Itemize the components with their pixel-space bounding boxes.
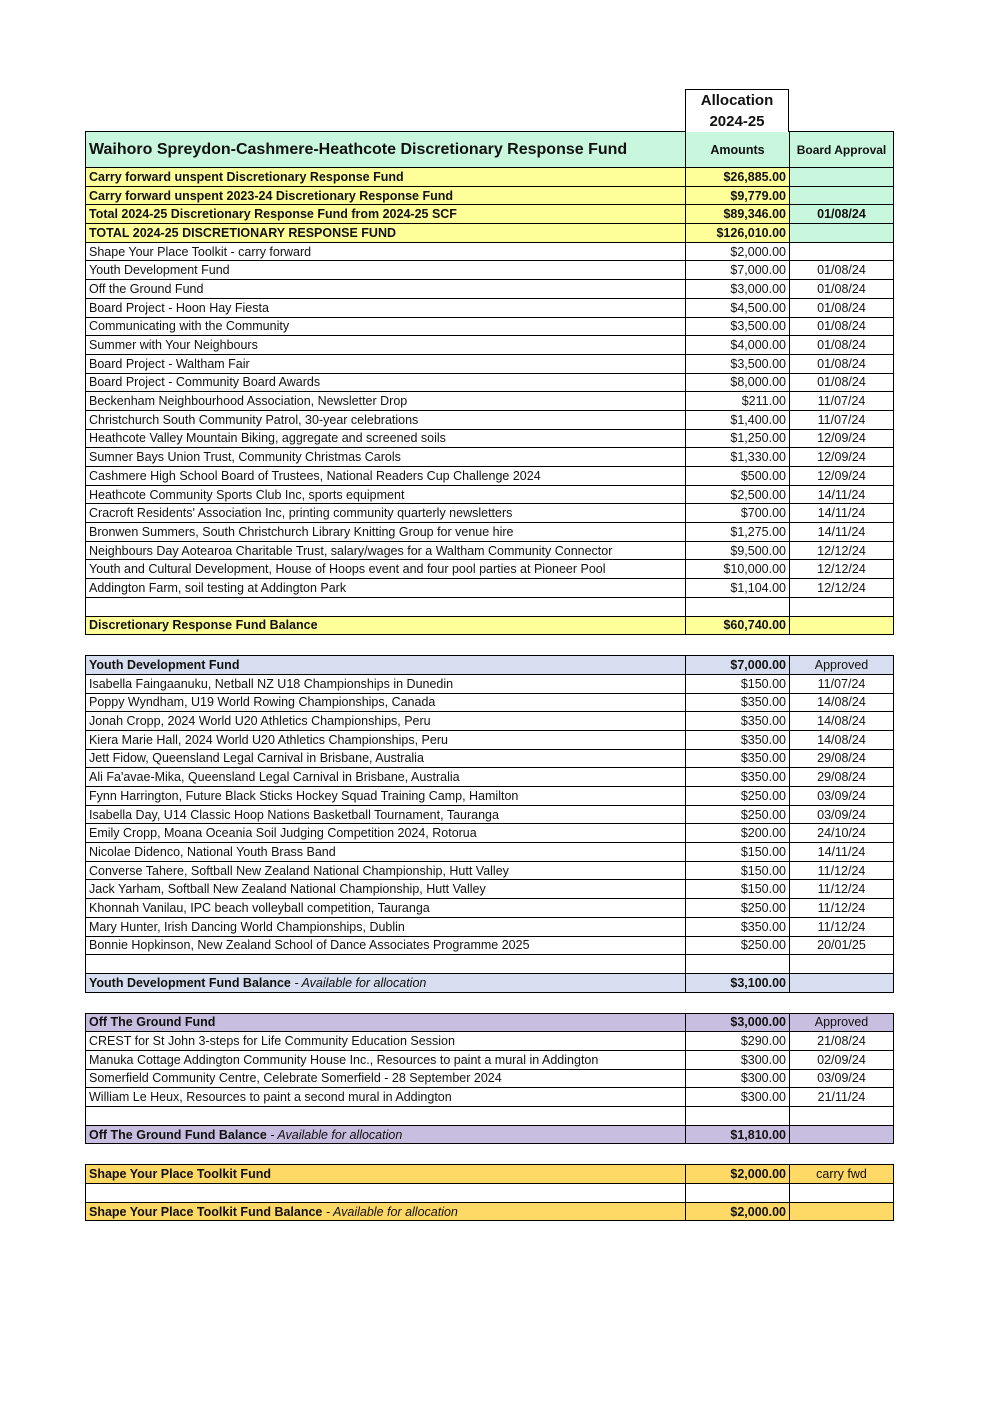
youth-header-amount: $7,000.00 xyxy=(686,656,790,675)
row-approval-date: 21/08/24 xyxy=(790,1032,894,1051)
row-amount: $1,250.00 xyxy=(686,429,790,448)
amounts-header: Amounts xyxy=(686,132,790,168)
youth-header-status: Approved xyxy=(790,656,894,675)
youth-balance-row xyxy=(86,973,894,992)
row-approval-date: 14/11/24 xyxy=(790,485,894,504)
allocation-row xyxy=(86,504,894,523)
row-amount: $300.00 xyxy=(686,1069,790,1088)
allocation-row xyxy=(86,336,894,355)
row-label: Heathcote Valley Mountain Biking, aggregate and screened soils xyxy=(86,429,686,448)
row-amount: $300.00 xyxy=(686,1050,790,1069)
allocation-row xyxy=(86,861,894,880)
row-label: Kiera Marie Hall, 2024 World U20 Athletics Championships, Peru xyxy=(86,730,686,749)
row-label: Beckenham Neighbourhood Association, Newsletter Drop xyxy=(86,392,686,411)
row-approval-date: 01/08/24 xyxy=(790,261,894,280)
otg-header-label: Off The Ground Fund xyxy=(86,1013,686,1032)
row-approval-date: 12/12/24 xyxy=(790,579,894,598)
row-approval-date: 12/09/24 xyxy=(790,429,894,448)
syp-header-row xyxy=(86,1165,894,1184)
row-approval-date: 14/08/24 xyxy=(790,730,894,749)
discretionary-fund-table xyxy=(85,131,894,635)
allocation-row xyxy=(86,712,894,731)
row-label: Somerfield Community Centre, Celebrate Somerfield - 28 September 2024 xyxy=(86,1069,686,1088)
row-approval-date: 11/07/24 xyxy=(790,410,894,429)
row-approval-date: 01/08/24 xyxy=(790,298,894,317)
row-label: Cracroft Residents' Association Inc, printing community quarterly newsletters xyxy=(86,504,686,523)
row-approval-date: 03/09/24 xyxy=(790,805,894,824)
board-approval-header: Board Approval xyxy=(790,132,894,168)
row-amount: $1,330.00 xyxy=(686,448,790,467)
row-amount: $2,500.00 xyxy=(686,485,790,504)
row-amount: $26,885.00 xyxy=(686,168,790,187)
allocation-row xyxy=(86,242,894,261)
blank-row xyxy=(86,1184,894,1203)
row-amount: $3,500.00 xyxy=(686,354,790,373)
otg-header-status: Approved xyxy=(790,1013,894,1032)
syp-header-status: carry fwd xyxy=(790,1165,894,1184)
row-amount: $150.00 xyxy=(686,843,790,862)
row-approval-date: 01/08/24 xyxy=(790,317,894,336)
row-amount: $250.00 xyxy=(686,787,790,806)
row-label: TOTAL 2024-25 DISCRETIONARY RESPONSE FUND xyxy=(86,224,686,243)
allocation-row xyxy=(86,787,894,806)
allocation-row xyxy=(86,280,894,299)
allocation-row xyxy=(86,843,894,862)
row-label: Isabella Faingaanuku, Netball NZ U18 Championships in Dunedin xyxy=(86,674,686,693)
row-approval-date: 11/12/24 xyxy=(790,880,894,899)
row-amount: $150.00 xyxy=(686,861,790,880)
row-approval-date: 11/07/24 xyxy=(790,392,894,411)
row-label: Emily Cropp, Moana Oceania Soil Judging Competition 2024, Rotorua xyxy=(86,824,686,843)
allocation-row xyxy=(86,373,894,392)
syp-balance-row xyxy=(86,1202,894,1221)
row-approval-date: 14/11/24 xyxy=(790,504,894,523)
row-approval-date: 29/08/24 xyxy=(790,768,894,787)
allocation-row xyxy=(86,448,894,467)
summary-row xyxy=(86,224,894,243)
fund-title: Waihoro Spreydon-Cashmere-Heathcote Discretionary Response Fund xyxy=(86,132,686,168)
row-label: Board Project - Hoon Hay Fiesta xyxy=(86,298,686,317)
row-amount: $89,346.00 xyxy=(686,205,790,224)
table-header-row xyxy=(86,132,894,168)
row-label: Christchurch South Community Patrol, 30-year celebrations xyxy=(86,410,686,429)
summary-row xyxy=(86,168,894,187)
row-approval-date: 14/11/24 xyxy=(790,843,894,862)
row-amount: $9,500.00 xyxy=(686,541,790,560)
row-label: Fynn Harrington, Future Black Sticks Hockey Squad Training Camp, Hamilton xyxy=(86,787,686,806)
row-amount: $350.00 xyxy=(686,712,790,731)
row-approval-date: 11/12/24 xyxy=(790,861,894,880)
allocation-row xyxy=(86,429,894,448)
allocation-row xyxy=(86,880,894,899)
row-amount: $500.00 xyxy=(686,467,790,486)
row-label: Jack Yarham, Softball New Zealand National Championship, Hutt Valley xyxy=(86,880,686,899)
otg-header-amount: $3,000.00 xyxy=(686,1013,790,1032)
syp-header-label: Shape Your Place Toolkit Fund xyxy=(86,1165,686,1184)
row-label: William Le Heux, Resources to paint a second mural in Addington xyxy=(86,1088,686,1107)
row-amount: $211.00 xyxy=(686,392,790,411)
youth-fund-table xyxy=(85,655,894,992)
row-label: Youth Development Fund xyxy=(86,261,686,280)
row-approval-date: 11/07/24 xyxy=(790,674,894,693)
row-label: Bonnie Hopkinson, New Zealand School of Dance Associates Programme 2025 xyxy=(86,936,686,955)
off-the-ground-table xyxy=(85,1013,894,1145)
row-amount: $3,500.00 xyxy=(686,317,790,336)
allocation-row xyxy=(86,917,894,936)
otg-balance-note: - Available for allocation xyxy=(266,1127,403,1142)
row-amount: $150.00 xyxy=(686,674,790,693)
blank-row xyxy=(86,1107,894,1126)
allocation-row xyxy=(86,824,894,843)
row-label: Bronwen Summers, South Christchurch Library Knitting Group for venue hire xyxy=(86,523,686,542)
row-label: Carry forward unspent Discretionary Response Fund xyxy=(86,168,686,187)
youth-header-row xyxy=(86,656,894,675)
row-label: Heathcote Community Sports Club Inc, sports equipment xyxy=(86,485,686,504)
row-amount: $1,400.00 xyxy=(686,410,790,429)
row-approval-date: 01/08/24 xyxy=(790,336,894,355)
allocation-row xyxy=(86,768,894,787)
balance-row xyxy=(86,616,894,635)
youth-balance-amount: $3,100.00 xyxy=(686,973,790,992)
syp-header-amount: $2,000.00 xyxy=(686,1165,790,1184)
allocation-row xyxy=(86,579,894,598)
funding-sheet xyxy=(85,89,893,1221)
row-label: Addington Farm, soil testing at Addington Park xyxy=(86,579,686,598)
row-label: Communicating with the Community xyxy=(86,317,686,336)
youth-balance-label: Youth Development Fund Balance xyxy=(89,975,291,990)
row-approval-date: 14/11/24 xyxy=(790,523,894,542)
row-label: Nicolae Didenco, National Youth Brass Band xyxy=(86,843,686,862)
row-approval-date xyxy=(790,224,894,243)
row-amount: $2,000.00 xyxy=(686,242,790,261)
allocation-row xyxy=(86,805,894,824)
row-amount: $150.00 xyxy=(686,880,790,899)
row-amount: $350.00 xyxy=(686,693,790,712)
row-amount: $1,104.00 xyxy=(686,579,790,598)
allocation-row xyxy=(86,410,894,429)
allocation-row xyxy=(86,1069,894,1088)
row-label: Jett Fidow, Queensland Legal Carnival in Brisbane, Australia xyxy=(86,749,686,768)
row-label: Sumner Bays Union Trust, Community Christmas Carols xyxy=(86,448,686,467)
row-approval-date: 29/08/24 xyxy=(790,749,894,768)
allocation-row xyxy=(86,354,894,373)
row-approval-date: 20/01/25 xyxy=(790,936,894,955)
row-approval-date: 12/09/24 xyxy=(790,448,894,467)
row-label: Shape Your Place Toolkit - carry forward xyxy=(86,242,686,261)
balance-amount: $60,740.00 xyxy=(686,616,790,635)
row-approval-date: 01/08/24 xyxy=(790,354,894,373)
balance-label: Discretionary Response Fund Balance xyxy=(86,616,686,635)
row-amount: $9,779.00 xyxy=(686,186,790,205)
row-amount: $250.00 xyxy=(686,936,790,955)
syp-balance-label: Shape Your Place Toolkit Fund Balance xyxy=(89,1204,323,1219)
allocation-row xyxy=(86,674,894,693)
allocation-row xyxy=(86,749,894,768)
blank-row xyxy=(86,597,894,616)
row-approval-date: 14/08/24 xyxy=(790,693,894,712)
row-amount: $350.00 xyxy=(686,768,790,787)
row-amount: $10,000.00 xyxy=(686,560,790,579)
otg-header-row xyxy=(86,1013,894,1032)
youth-balance-note: - Available for allocation xyxy=(290,975,427,990)
allocation-row xyxy=(86,693,894,712)
allocation-row xyxy=(86,485,894,504)
row-amount: $290.00 xyxy=(686,1032,790,1051)
row-approval-date xyxy=(790,242,894,261)
row-amount: $8,000.00 xyxy=(686,373,790,392)
row-label: Carry forward unspent 2023-24 Discretionary Response Fund xyxy=(86,186,686,205)
allocation-row xyxy=(86,1088,894,1107)
row-approval-date: 01/08/24 xyxy=(790,280,894,299)
row-amount: $700.00 xyxy=(686,504,790,523)
allocation-row xyxy=(86,541,894,560)
shape-your-place-table xyxy=(85,1164,894,1221)
row-label: Converse Tahere, Softball New Zealand National Championship, Hutt Valley xyxy=(86,861,686,880)
row-amount: $350.00 xyxy=(686,730,790,749)
row-approval-date xyxy=(790,168,894,187)
row-label: Isabella Day, U14 Classic Hoop Nations Basketball Tournament, Tauranga xyxy=(86,805,686,824)
row-approval-date: 12/12/24 xyxy=(790,541,894,560)
row-approval-date: 11/12/24 xyxy=(790,899,894,918)
row-label: Total 2024-25 Discretionary Response Fund from 2024-25 SCF xyxy=(86,205,686,224)
row-label: Off the Ground Fund xyxy=(86,280,686,299)
allocation-row xyxy=(86,261,894,280)
allocation-year: 2024-25 xyxy=(709,113,765,130)
allocation-row xyxy=(86,1050,894,1069)
row-label: Mary Hunter, Irish Dancing World Championships, Dublin xyxy=(86,917,686,936)
row-amount: $4,500.00 xyxy=(686,298,790,317)
row-approval-date: 03/09/24 xyxy=(790,787,894,806)
row-approval-date xyxy=(790,186,894,205)
allocation-row xyxy=(86,467,894,486)
row-approval-date: 12/12/24 xyxy=(790,560,894,579)
row-approval-date: 12/09/24 xyxy=(790,467,894,486)
youth-header-label: Youth Development Fund xyxy=(86,656,686,675)
row-approval-date: 01/08/24 xyxy=(790,205,894,224)
summary-row xyxy=(86,205,894,224)
allocation-row xyxy=(86,730,894,749)
row-approval-date: 14/08/24 xyxy=(790,712,894,731)
allocation-header xyxy=(685,89,789,132)
allocation-row xyxy=(86,936,894,955)
row-label: Board Project - Community Board Awards xyxy=(86,373,686,392)
allocation-row xyxy=(86,317,894,336)
row-label: Board Project - Waltham Fair xyxy=(86,354,686,373)
row-amount: $300.00 xyxy=(686,1088,790,1107)
row-approval-date: 03/09/24 xyxy=(790,1069,894,1088)
syp-balance-amount: $2,000.00 xyxy=(686,1202,790,1221)
row-label: Jonah Cropp, 2024 World U20 Athletics Championships, Peru xyxy=(86,712,686,731)
row-amount: $7,000.00 xyxy=(686,261,790,280)
row-amount: $1,275.00 xyxy=(686,523,790,542)
row-amount: $350.00 xyxy=(686,749,790,768)
otg-balance-label: Off The Ground Fund Balance xyxy=(89,1127,267,1142)
row-approval-date: 02/09/24 xyxy=(790,1050,894,1069)
allocation-row xyxy=(86,298,894,317)
row-label: Manuka Cottage Addington Community House Inc., Resources to paint a mural in Addington xyxy=(86,1050,686,1069)
row-label: Khonnah Vanilau, IPC beach volleyball competition, Tauranga xyxy=(86,899,686,918)
row-label: Ali Fa'avae-Mika, Queensland Legal Carnival in Brisbane, Australia xyxy=(86,768,686,787)
otg-balance-row xyxy=(86,1125,894,1144)
row-label: Neighbours Day Aotearoa Charitable Trust, salary/wages for a Waltham Community Connector xyxy=(86,541,686,560)
row-amount: $3,000.00 xyxy=(686,280,790,299)
row-approval-date: 11/12/24 xyxy=(790,917,894,936)
allocation-row xyxy=(86,1032,894,1051)
row-amount: $350.00 xyxy=(686,917,790,936)
row-label: Youth and Cultural Development, House of Hoops event and four pool parties at Pioneer Pool xyxy=(86,560,686,579)
allocation-row xyxy=(86,560,894,579)
row-amount: $250.00 xyxy=(686,805,790,824)
allocation-row xyxy=(86,392,894,411)
allocation-row xyxy=(86,899,894,918)
otg-balance-amount: $1,810.00 xyxy=(686,1125,790,1144)
allocation-label: Allocation xyxy=(700,92,774,109)
row-amount: $126,010.00 xyxy=(686,224,790,243)
row-label: CREST for St John 3-steps for Life Community Education Session xyxy=(86,1032,686,1051)
blank-row xyxy=(86,955,894,974)
allocation-row xyxy=(86,523,894,542)
row-approval-date: 24/10/24 xyxy=(790,824,894,843)
row-label: Summer with Your Neighbours xyxy=(86,336,686,355)
row-approval-date: 21/11/24 xyxy=(790,1088,894,1107)
row-approval-date: 01/08/24 xyxy=(790,373,894,392)
row-amount: $4,000.00 xyxy=(686,336,790,355)
syp-balance-note: - Available for allocation xyxy=(322,1204,458,1219)
row-amount: $200.00 xyxy=(686,824,790,843)
row-label: Cashmere High School Board of Trustees, National Readers Cup Challenge 2024 xyxy=(86,467,686,486)
row-label: Poppy Wyndham, U19 World Rowing Championships, Canada xyxy=(86,693,686,712)
row-amount: $250.00 xyxy=(686,899,790,918)
summary-row xyxy=(86,186,894,205)
